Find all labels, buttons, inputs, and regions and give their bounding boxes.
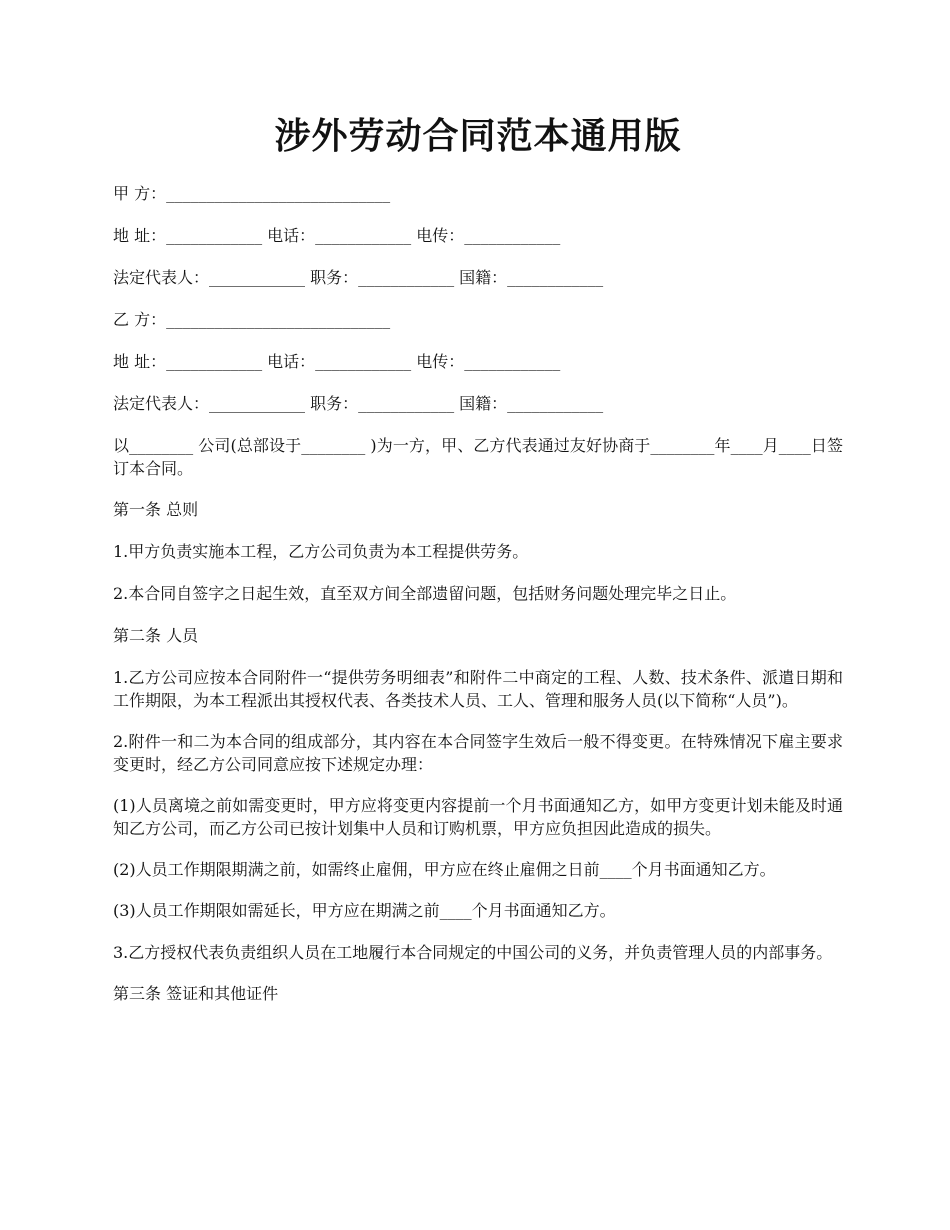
article-2-clause-2-item-3: (3)人员工作期限如需延长，甲方应在期满之前____个月书面通知乙方。 bbox=[113, 901, 616, 920]
party-a-address-line: 地 址：____________ 电话：____________ 电传：____________ bbox=[113, 226, 561, 245]
party-a-representative-line: 法定代表人：____________ 职务：____________ 国籍：____________ bbox=[113, 268, 604, 287]
article-2-clause-2-item-1: (1)人员离境之前如需变更时，甲方应将变更内容提前一个月书面通知乙方，如甲方变更计划未能及时通知乙方公司，而乙方公司已按计划集中人员和订购机票，甲方应负担因此造成的损失。 bbox=[113, 796, 843, 838]
party-b-representative-line: 法定代表人：____________ 职务：____________ 国籍：____________ bbox=[113, 394, 604, 413]
article-2-clause-2: 2.附件一和二为本合同的组成部分，其内容在本合同签字生效后一般不得变更。在特殊情况下雇主要求变更时，经乙方公司同意应按下述规定办理： bbox=[113, 732, 843, 774]
contract-intro-paragraph: 以________ 公司(总部设于________ )为一方，甲、乙方代表通过友好协商于________年____月____日签订本合同。 bbox=[113, 436, 843, 478]
article-1-heading: 第一条 总则 bbox=[113, 500, 199, 519]
article-2-heading: 第二条 人员 bbox=[113, 626, 199, 645]
article-2-clause-3: 3.乙方授权代表负责组织人员在工地履行本合同规定的中国公司的义务，并负责管理人员的内部事务。 bbox=[113, 943, 833, 962]
article-3-heading: 第三条 签证和其他证件 bbox=[113, 984, 279, 1003]
article-1-clause-1: 1.甲方负责实施本工程，乙方公司负责为本工程提供劳务。 bbox=[113, 542, 529, 561]
article-1-clause-2: 2.本合同自签字之日起生效，直至双方间全部遗留问题，包括财务问题处理完毕之日止。 bbox=[113, 584, 737, 603]
party-b-address-line: 地 址：____________ 电话：____________ 电传：____________ bbox=[113, 352, 561, 371]
party-a-line: 甲 方：____________________________ bbox=[113, 184, 391, 203]
party-b-line: 乙 方：____________________________ bbox=[113, 310, 391, 329]
document-title: 涉外劳动合同范本通用版 bbox=[274, 116, 682, 157]
document-page bbox=[113, 110, 843, 1024]
article-2-clause-2-item-2: (2)人员工作期限期满之前，如需终止雇佣，甲方应在终止雇佣之日前____个月书面通知乙方。 bbox=[113, 860, 776, 879]
article-2-clause-1: 1.乙方公司应按本合同附件一“提供劳务明细表”和附件二中商定的工程、人数、技术条件、派遣日期和工作期限，为本工程派出其授权代表、各类技术人员、工人、管理和服务人员(以下简称“人员”)。 bbox=[113, 668, 843, 710]
